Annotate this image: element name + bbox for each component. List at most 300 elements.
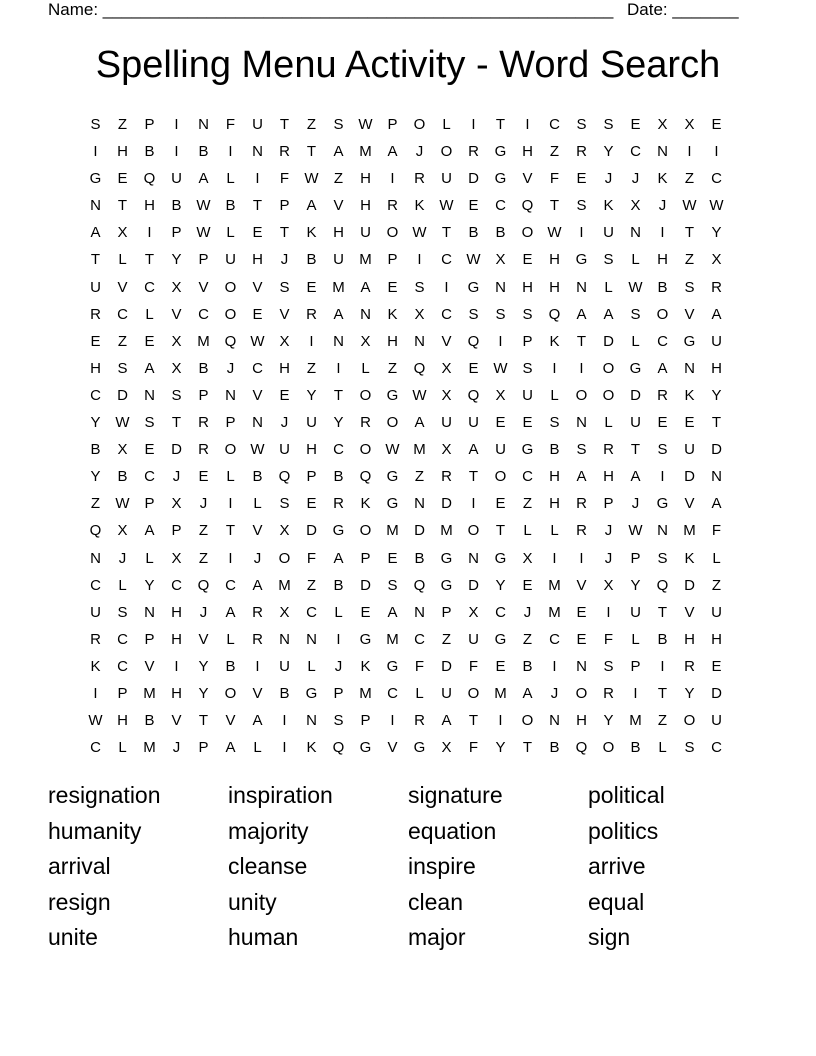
grid-letter: S — [279, 278, 290, 296]
grid-letter: F — [711, 522, 722, 540]
grid-letter: T — [333, 386, 344, 404]
word-bank-item: arrival — [48, 853, 111, 879]
grid-letter: V — [171, 305, 182, 323]
grid-letter: B — [333, 468, 344, 486]
grid-letter: K — [603, 197, 614, 215]
grid-letter: A — [468, 441, 479, 459]
grid-letter: S — [522, 305, 533, 323]
grid-letter: O — [359, 522, 372, 540]
grid-letter: V — [441, 332, 452, 350]
grid-letter: P — [144, 116, 155, 133]
grid-letter: L — [145, 305, 154, 323]
grid-letter: I — [174, 143, 179, 161]
grid-letter: C — [711, 739, 722, 757]
grid-letter: D — [711, 684, 722, 702]
grid-letter: B — [144, 712, 155, 730]
grid-letter: C — [630, 143, 641, 161]
grid-letter: D — [603, 332, 614, 350]
grid-letter: E — [468, 197, 479, 215]
grid-letter: T — [306, 143, 317, 161]
grid-letter: J — [199, 603, 208, 621]
grid-letter: G — [575, 251, 588, 269]
word-bank-item: political — [588, 782, 665, 808]
grid-letter: C — [441, 251, 452, 269]
grid-letter: B — [225, 197, 236, 215]
grid-letter: S — [333, 712, 344, 730]
grid-letter: X — [171, 495, 182, 513]
grid-letter: B — [522, 657, 533, 675]
grid-letter: R — [468, 143, 479, 161]
grid-letter: H — [360, 197, 371, 215]
grid-letter: M — [359, 143, 372, 161]
word-bank-item: politics — [588, 817, 659, 844]
grid-letter: S — [549, 414, 560, 432]
grid-letter: O — [467, 522, 480, 540]
grid-letter: C — [225, 576, 236, 594]
grid-letter: V — [252, 684, 263, 702]
grid-letter: N — [252, 143, 263, 161]
grid-letter: S — [387, 576, 398, 594]
grid-letter: T — [279, 224, 290, 242]
grid-letter: K — [306, 224, 317, 242]
grid-letter: R — [252, 630, 263, 648]
grid-letter: R — [360, 414, 371, 432]
grid-letter: B — [198, 359, 209, 377]
grid-letter: L — [442, 116, 451, 133]
grid-letter: H — [171, 630, 182, 648]
grid-letter: X — [603, 576, 614, 594]
grid-letter: I — [579, 359, 584, 377]
grid-letter: C — [144, 468, 155, 486]
grid-letter: I — [336, 630, 341, 648]
grid-letter: K — [306, 739, 317, 757]
grid-letter: T — [657, 684, 668, 702]
grid-letter: L — [118, 576, 127, 594]
grid-letter: A — [333, 143, 344, 161]
grid-letter: B — [333, 576, 344, 594]
grid-letter: R — [90, 305, 101, 323]
grid-letter: N — [549, 712, 560, 730]
grid-letter: L — [253, 739, 262, 757]
grid-letter: W — [439, 197, 454, 215]
grid-letter: Z — [306, 359, 317, 377]
grid-letter: Y — [495, 739, 506, 757]
grid-letter: E — [522, 251, 533, 269]
grid-letter: O — [224, 305, 237, 323]
grid-letter: A — [144, 522, 155, 540]
grid-letter: M — [440, 522, 453, 540]
grid-letter: I — [525, 116, 530, 133]
grid-letter: A — [360, 278, 371, 296]
grid-letter: I — [228, 549, 233, 567]
grid-letter: C — [171, 576, 182, 594]
grid-letter: Q — [467, 332, 480, 350]
grid-letter: B — [468, 224, 479, 242]
grid-letter: P — [144, 495, 155, 513]
grid-letter: S — [522, 359, 533, 377]
grid-letter: R — [711, 278, 722, 296]
grid-letter: Q — [467, 386, 480, 404]
grid-letter: D — [441, 495, 452, 513]
grid-letter: L — [550, 386, 559, 404]
grid-letter: H — [522, 278, 533, 296]
grid-letter: Q — [197, 576, 210, 594]
grid-letter: T — [495, 522, 506, 540]
grid-letter: H — [360, 170, 371, 188]
grid-letter: B — [198, 143, 209, 161]
grid-letter: Z — [198, 549, 209, 567]
grid-letter: P — [198, 251, 209, 269]
grid-letter: J — [415, 143, 424, 161]
grid-letter: E — [144, 441, 155, 459]
grid-letter: A — [522, 684, 533, 702]
grid-letter: D — [306, 522, 317, 540]
grid-letter: S — [117, 359, 128, 377]
word-bank-item: cleanse — [228, 853, 308, 879]
grid-letter: F — [468, 657, 479, 675]
grid-letter: H — [549, 468, 560, 486]
grid-letter: G — [494, 549, 507, 567]
grid-letter: O — [386, 224, 399, 242]
grid-letter: F — [549, 170, 560, 188]
grid-letter: I — [660, 468, 665, 486]
word-bank — [48, 778, 768, 956]
grid-letter: J — [604, 522, 613, 540]
grid-letter: A — [576, 468, 587, 486]
grid-letter: U — [495, 441, 506, 459]
grid-letter: H — [549, 278, 560, 296]
grid-letter: H — [171, 684, 182, 702]
grid-letter: R — [306, 305, 317, 323]
grid-letter: V — [576, 576, 587, 594]
grid-letter: N — [495, 278, 506, 296]
grid-letter: X — [495, 386, 506, 404]
grid-letter: X — [684, 116, 695, 133]
grid-letter: U — [252, 116, 263, 133]
grid-letter: U — [279, 441, 290, 459]
grid-letter: I — [93, 143, 98, 161]
grid-letter: T — [468, 468, 479, 486]
word-bank-item: signature — [408, 782, 503, 808]
grid-letter: I — [228, 143, 233, 161]
grid-letter: B — [171, 197, 182, 215]
grid-letter: U — [441, 684, 452, 702]
word-bank-item: unite — [48, 924, 98, 950]
grid-letter: C — [333, 441, 344, 459]
grid-letter: V — [279, 305, 290, 323]
grid-letter: A — [198, 170, 209, 188]
grid-letter: D — [441, 657, 452, 675]
grid-letter: Y — [495, 576, 506, 594]
grid-letter: K — [90, 657, 101, 675]
grid-letter: I — [282, 739, 287, 757]
grid-letter: Y — [333, 414, 344, 432]
grid-letter: N — [306, 712, 317, 730]
grid-letter: I — [390, 170, 395, 188]
grid-letter: M — [386, 522, 399, 540]
grid-letter: S — [657, 441, 668, 459]
grid-letter: E — [252, 224, 263, 242]
grid-letter: T — [225, 522, 236, 540]
grid-letter: D — [711, 441, 722, 459]
grid-letter: U — [711, 332, 722, 350]
grid-letter: X — [441, 359, 452, 377]
grid-letter: N — [576, 414, 587, 432]
grid-letter: M — [683, 522, 696, 540]
grid-letter: Z — [684, 170, 695, 188]
grid-letter: E — [387, 549, 398, 567]
grid-letter: B — [306, 251, 317, 269]
grid-letter: N — [414, 603, 425, 621]
grid-letter: A — [657, 359, 668, 377]
grid-letter: X — [441, 386, 452, 404]
grid-letter: G — [305, 684, 318, 702]
date-field-label: Date: _______ — [627, 0, 739, 19]
grid-letter: B — [495, 224, 506, 242]
grid-letter: H — [333, 224, 344, 242]
grid-letter: L — [604, 414, 613, 432]
grid-letter: E — [90, 332, 101, 350]
grid-letter: X — [711, 251, 722, 269]
grid-letter: V — [198, 278, 209, 296]
grid-letter: D — [360, 576, 371, 594]
grid-letter: R — [576, 522, 587, 540]
grid-letter: O — [575, 684, 588, 702]
grid-letter: M — [413, 441, 426, 459]
grid-letter: Q — [656, 576, 669, 594]
grid-letter: X — [171, 332, 182, 350]
grid-letter: C — [495, 197, 506, 215]
grid-letter: A — [603, 305, 614, 323]
grid-letter: W — [547, 224, 562, 242]
grid-letter: I — [498, 712, 503, 730]
grid-letter: A — [387, 143, 398, 161]
grid-letter: C — [252, 359, 263, 377]
grid-letter: T — [684, 224, 695, 242]
grid-letter: A — [225, 603, 236, 621]
grid-letter: V — [144, 657, 155, 675]
grid-letter: J — [604, 170, 613, 188]
grid-letter: L — [226, 468, 235, 486]
grid-letter: E — [711, 657, 722, 675]
grid-letter: W — [412, 224, 427, 242]
grid-letter: J — [550, 684, 559, 702]
grid-letter: Y — [603, 143, 614, 161]
grid-letter: E — [495, 414, 506, 432]
grid-letter: P — [333, 684, 344, 702]
grid-letter: E — [387, 278, 398, 296]
grid-letter: W — [709, 197, 724, 215]
grid-letter: X — [171, 278, 182, 296]
grid-letter: Z — [333, 170, 344, 188]
grid-letter: I — [552, 549, 557, 567]
grid-letter: W — [196, 224, 211, 242]
grid-letter: C — [117, 630, 128, 648]
grid-letter: D — [684, 576, 695, 594]
grid-letter: K — [684, 386, 695, 404]
grid-letter: G — [521, 441, 534, 459]
grid-letter: D — [468, 170, 479, 188]
grid-letter: T — [522, 739, 533, 757]
grid-letter: U — [711, 712, 722, 730]
grid-letter: G — [359, 739, 372, 757]
grid-letter: C — [198, 305, 209, 323]
grid-letter: W — [466, 251, 481, 269]
grid-letter: X — [414, 305, 425, 323]
grid-letter: G — [332, 522, 345, 540]
grid-letter: U — [306, 414, 317, 432]
grid-letter: E — [279, 386, 290, 404]
grid-letter: S — [603, 116, 614, 133]
grid-letter: S — [603, 657, 614, 675]
grid-letter: I — [147, 224, 152, 242]
grid-letter: Q — [278, 468, 291, 486]
grid-letter: N — [90, 549, 101, 567]
grid-letter: Y — [630, 576, 641, 594]
grid-letter: Q — [575, 739, 588, 757]
grid-letter: Z — [306, 576, 317, 594]
grid-letter: Z — [90, 495, 101, 513]
grid-letter: E — [630, 116, 641, 133]
grid-letter: M — [359, 684, 372, 702]
grid-letter: F — [468, 739, 479, 757]
grid-letter: B — [279, 684, 290, 702]
grid-letter: N — [576, 278, 587, 296]
grid-letter: I — [471, 495, 476, 513]
grid-letter: L — [550, 522, 559, 540]
grid-letter: W — [358, 116, 373, 133]
grid-letter: Z — [117, 332, 128, 350]
grid-letter: O — [521, 224, 534, 242]
grid-letter: T — [657, 603, 668, 621]
grid-letter: W — [196, 197, 211, 215]
grid-letter: A — [144, 359, 155, 377]
grid-letter: U — [603, 224, 614, 242]
grid-letter: Y — [684, 684, 695, 702]
grid-letter: M — [386, 630, 399, 648]
grid-letter: A — [576, 305, 587, 323]
grid-letter: F — [306, 549, 317, 567]
grid-letter: X — [117, 224, 128, 242]
grid-letter: I — [660, 224, 665, 242]
grid-letter: H — [549, 251, 560, 269]
grid-letter: H — [117, 143, 128, 161]
grid-letter: R — [414, 712, 425, 730]
grid-letter: J — [226, 359, 235, 377]
grid-letter: G — [629, 359, 642, 377]
grid-letter: L — [307, 657, 316, 675]
grid-letter: B — [414, 549, 425, 567]
grid-letter: B — [657, 630, 668, 648]
grid-letter: Z — [117, 116, 128, 133]
grid-letter: P — [387, 251, 398, 269]
word-bank-item: humanity — [48, 817, 142, 844]
grid-letter: P — [522, 332, 533, 350]
grid-letter: U — [171, 170, 182, 188]
word-bank-item: resignation — [48, 782, 161, 808]
grid-letter: J — [199, 495, 208, 513]
grid-letter: T — [711, 414, 722, 432]
grid-letter: E — [198, 468, 209, 486]
grid-letter: U — [90, 278, 101, 296]
grid-letter: A — [711, 305, 722, 323]
grid-letter: X — [441, 441, 452, 459]
grid-letter: U — [360, 224, 371, 242]
grid-letter: Q — [359, 468, 372, 486]
grid-letter: U — [225, 251, 236, 269]
grid-letter: W — [250, 441, 265, 459]
word-bank-item: sign — [588, 924, 631, 950]
grid-letter: V — [387, 739, 398, 757]
grid-letter: X — [441, 739, 452, 757]
grid-letter: P — [441, 603, 452, 621]
grid-letter: Z — [522, 495, 533, 513]
grid-letter: F — [414, 657, 425, 675]
grid-letter: G — [656, 495, 669, 513]
grid-letter: N — [144, 603, 155, 621]
grid-letter: U — [468, 630, 479, 648]
grid-letter: W — [682, 197, 697, 215]
grid-letter: C — [117, 305, 128, 323]
grid-letter: P — [387, 116, 398, 133]
grid-letter: D — [630, 386, 641, 404]
grid-letter: L — [712, 549, 721, 567]
grid-letter: E — [684, 414, 695, 432]
grid-letter: W — [493, 359, 508, 377]
grid-letter: A — [414, 414, 425, 432]
grid-letter: R — [657, 386, 668, 404]
grid-letter: Z — [549, 143, 560, 161]
grid-letter: N — [306, 630, 317, 648]
grid-letter: T — [630, 441, 641, 459]
grid-letter: W — [250, 332, 265, 350]
grid-letter: U — [522, 386, 533, 404]
grid-letter: V — [198, 630, 209, 648]
grid-letter: V — [252, 278, 263, 296]
grid-letter: O — [521, 712, 534, 730]
grid-letter: Y — [603, 712, 614, 730]
grid-letter: L — [334, 603, 343, 621]
grid-letter: O — [359, 441, 372, 459]
grid-letter: N — [90, 197, 101, 215]
grid-letter: O — [224, 684, 237, 702]
grid-letter: C — [90, 386, 101, 404]
grid-letter: N — [468, 549, 479, 567]
grid-letter: L — [658, 739, 667, 757]
grid-letter: L — [145, 549, 154, 567]
grid-letter: V — [333, 197, 344, 215]
grid-letter: V — [252, 522, 263, 540]
grid-letter: V — [117, 278, 128, 296]
grid-letter: Y — [90, 468, 101, 486]
grid-letter: S — [576, 197, 587, 215]
grid-letter: R — [414, 170, 425, 188]
grid-letter: S — [684, 739, 695, 757]
grid-letter: H — [576, 712, 587, 730]
grid-letter: C — [549, 630, 560, 648]
grid-letter: Z — [414, 468, 425, 486]
grid-letter: I — [633, 684, 638, 702]
grid-letter: H — [306, 441, 317, 459]
grid-letter: C — [306, 603, 317, 621]
grid-letter: L — [226, 170, 235, 188]
grid-letter: M — [332, 278, 345, 296]
grid-letter: K — [684, 549, 695, 567]
grid-letter: T — [198, 712, 209, 730]
grid-letter: Z — [198, 522, 209, 540]
grid-letter: N — [279, 630, 290, 648]
grid-letter: G — [440, 576, 453, 594]
